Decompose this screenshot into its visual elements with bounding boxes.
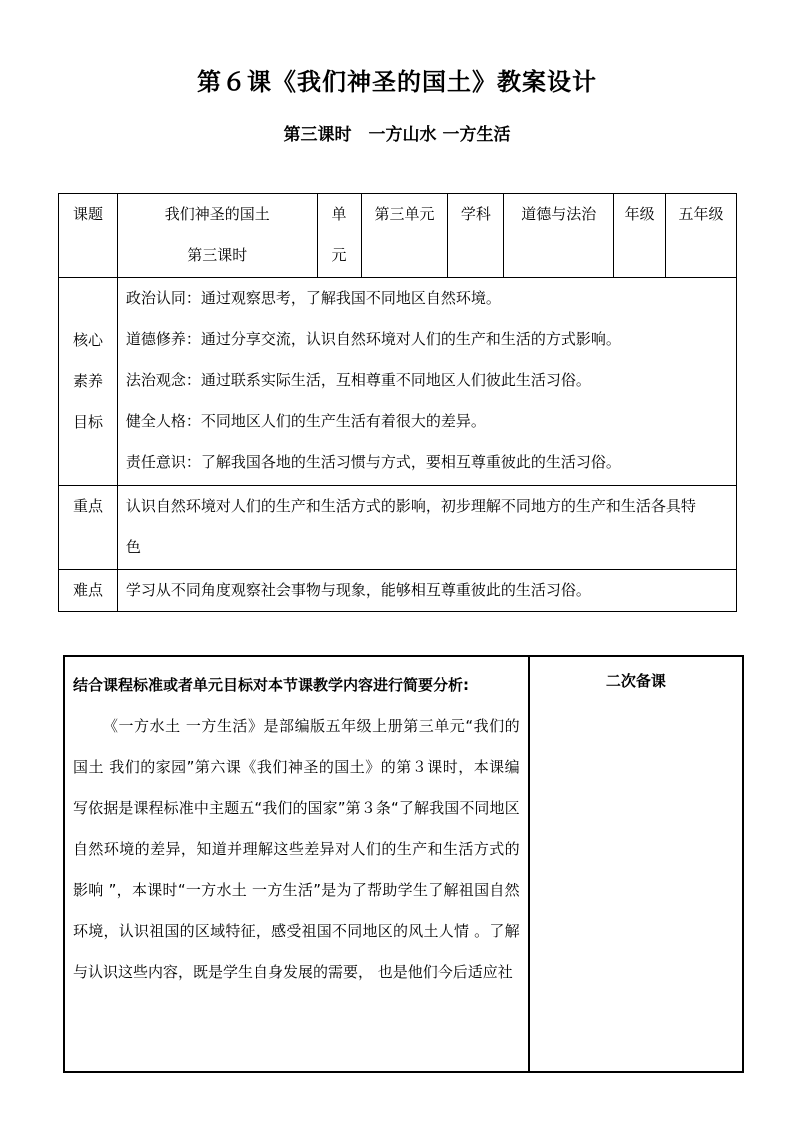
topic-line-1: 我们神圣的国土 [164,205,270,223]
table-row [59,570,737,612]
topic-label: 课题 [59,194,118,278]
subject-value: 道德与法治 [504,194,614,278]
table-row [64,656,743,1072]
grade-value: 五年级 [666,194,737,278]
goal-item: 法治观念：通过联系实际生活，互相尊重不同地区人们彼此生活习俗。 [125,371,591,389]
goal-item: 政治认同：通过观察思考，了解我国不同地区自然环境。 [125,289,501,307]
analysis-table [63,655,744,1073]
page-title: 第６课《我们神圣的国土》教案设计 [197,68,597,96]
goals-cell [117,278,736,486]
analysis-body: 《一方水土 一方生活》是部编版五年级上册第三单元“我们的国土 我们的家园”第六课《我们神圣的国土》的第３课时，本课编写依据是课程标准中主题五“我们的国家”第３条“了解我国不同地区自然环境的差异，知道并理解这些差异对人们的生产和生活方式的影响 ”，本课时“一方水土 一方生活”是为了帮助学生了解祖国自然环境，认识祖国的区域特征，感受祖国不同地区的风土人情 。了解与认识这些内容，既是学生自身发展的需要， 也是他们今后适应社 [73,717,520,981]
goals-label-1: 核心 [72,331,103,349]
key-point-label: 重点 [59,486,118,570]
analysis-cell [64,656,529,1072]
subject-label: 学科 [448,194,504,278]
unit-value: 第三单元 [361,194,448,278]
goal-item: 健全人格：不同地区人们的生产生活有着很大的差异。 [125,412,486,430]
difficulty-label: 难点 [59,570,118,612]
analysis-heading: 结合课程标准或者单元目标对本节课教学内容进行简要分析: [73,676,470,694]
table-row [59,278,737,486]
goal-item: 责任意识：了解我国各地的生活习惯与方式，要相互尊重彼此的生活习俗。 [125,453,621,471]
grade-label: 年级 [614,194,666,278]
lesson-info-table [58,193,737,612]
page-subtitle: 第三课时 一方山水 一方生活 [283,125,511,145]
difficulty-text: 学习从不同角度观察社会事物与现象，能够相互尊重彼此的生活习俗。 [117,570,736,612]
second-prep-cell [529,656,743,1072]
unit-label-2: 元 [331,246,347,264]
topic-cell [117,194,317,278]
goals-label [59,278,118,486]
unit-label [317,194,361,278]
topic-line-2: 第三课时 [187,246,248,264]
second-prep-label: 二次备课 [605,672,666,690]
table-row [59,194,737,278]
goals-label-2: 素养 [72,372,103,390]
goals-label-3: 目标 [72,413,103,431]
table-row [59,486,737,570]
goal-item: 道德修养：通过分享交流，认识自然环境对人们的生产和生活的方式影响。 [125,330,621,348]
unit-label-1: 单 [331,205,347,223]
key-point-text: 认识自然环境对人们的生产和生活方式的影响，初步理解不同地方的生产和生活各具特色 [117,486,736,570]
